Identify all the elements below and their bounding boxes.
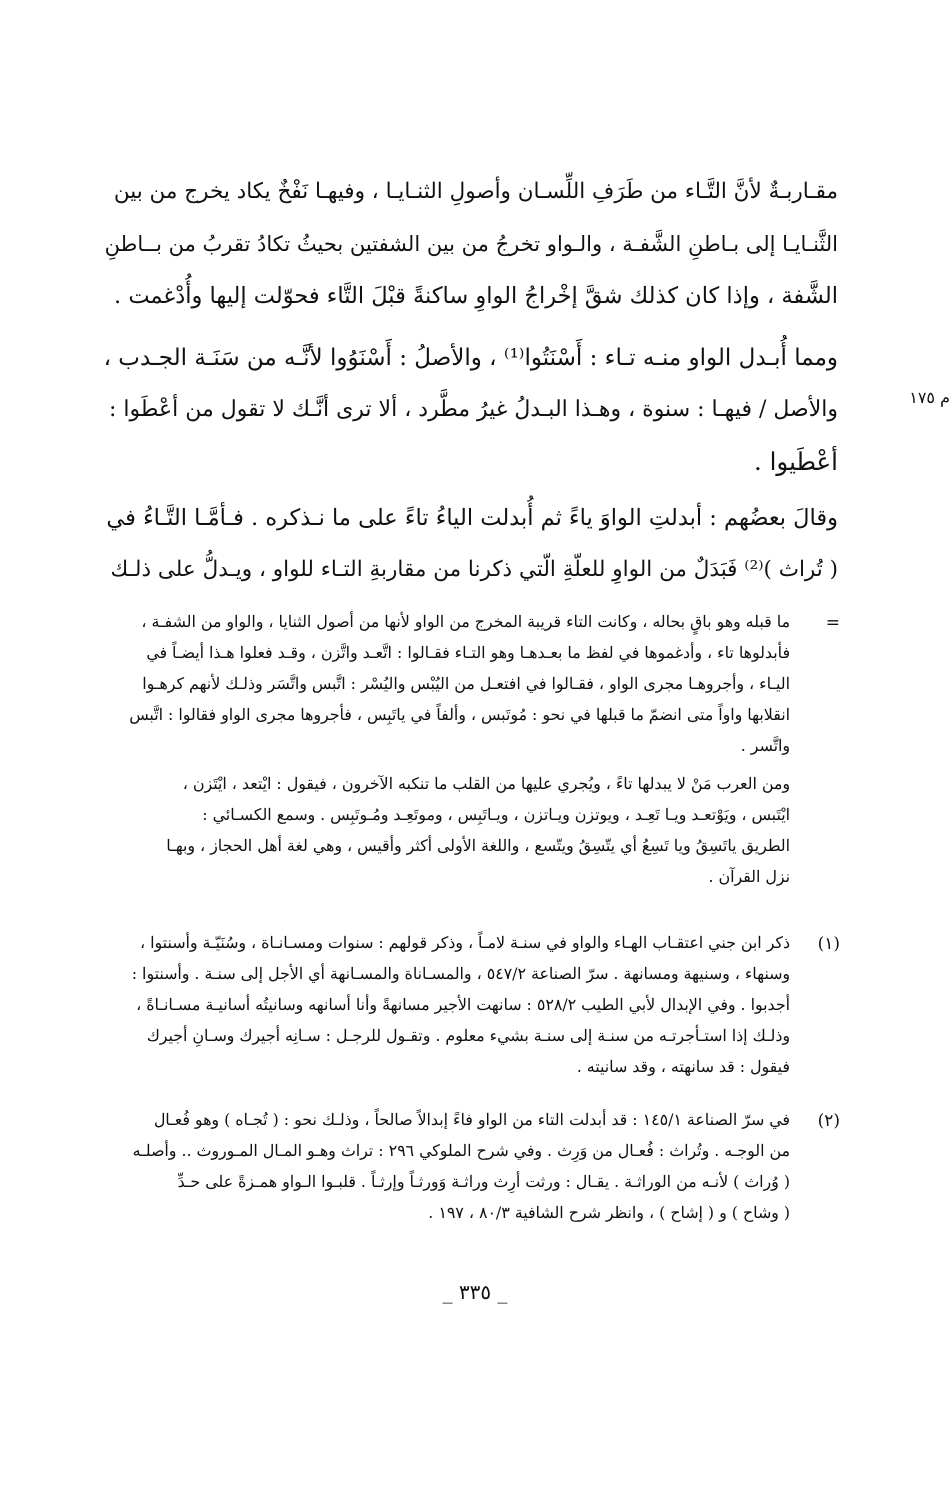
footnote-line: ذكر ابن جني اعتقـاب الهـاء والواو في سنـة لامـاً ، وذكر قولهم : سنوات ومسـانـاة ، وسُنَيّـة وأسنتوا ، (140, 933, 790, 952)
footnote-2-marker: (٢) (817, 1111, 840, 1131)
footnote-line: الطريق ياتَسِقُ ويا تَسِعُ أي يتّسِقُ ويتّسع ، واللغة الأولى أكثر وأقيس ، وهي لغة أهل الحجاز ، وبهـا (166, 836, 790, 855)
main-paragraph-1 (103, 166, 838, 322)
footnote-continuation-1 (103, 606, 790, 761)
text-line: والأصل / فيهـا : سنوة ، وهـذا البـدلُ غيرُ مطَّرد ، ألا ترى أنَّـك لا تقول من أعْطَوا : (109, 397, 838, 422)
main-paragraph-2 (103, 332, 838, 488)
text-line: وقالَ بعضُهم : أبدلتِ الواوَ ياءً ثم أُبدلت الياءُ تاءً على ما نـذكره . فـأمَّـا التَّـاءُ في (106, 505, 838, 531)
footnote-line: وسنهاء ، وسنيهة ومسانهة . سرّ الصناعة ٥٤٧/٢ ، والمسـاناة والمسـانهة أي الأجل إلى سنـة . وأسنتوا : (131, 964, 790, 983)
page-number: _ ٣٣٥ _ (442, 1280, 508, 1304)
footnote-line: فأبدلوها تاء ، وأدغموها في لفظ ما بعـدهـا وهو التـاء فقـالوا : اتَّعـد واتَّزن ، وقـد فعلوا هـذا أيضـاً في (146, 643, 790, 662)
footnote-line: من الوجـه . وتُراث : فُعـال من وَرِث . وفي شرح الملوكي ٢٩٦ : تراث وهـو المـال المـوروث .. وأصلـه (132, 1141, 790, 1160)
footnote-continuation-marker: = (825, 613, 840, 633)
text-line: الشَّفة ، وإذا كان كذلك شقَّ إخْراجُ الواوِ ساكنةً قبْلَ التَّاء فحوّلت إليها وأُدْغمت . (114, 283, 838, 309)
footnote-line: ( وُراث ) لأنـه من الوراثـة . يقـال : ورثت أرِث وراثـة وَورثـاً وإرثـاً . قلبـوا الـواو همـزةً على حـدِّ (177, 1172, 790, 1191)
footnote-line: ما قبله وهو باقٍ بحاله ، وكانت التاء قريبة المخرج من الواو لأنها من أصول الثنايا ، والواو من الشفـة ، (141, 612, 790, 631)
margin-page-reference: م ١٧٥ (909, 388, 950, 407)
text-line: الثَّنـايـا إلى بـاطنِ الشَّفـة ، والـواو تخرجُ من بين الشفتين بحيثُ تكادُ تقربُ من بــاطنِ (104, 232, 838, 256)
footnote-line: واتَّسر . (740, 736, 790, 755)
footnote-line: انقلابها واواً متى انضمّ ما قبلها في نحو : مُوتَبس ، وألفاً في ياتَبِس ، فأجروها مجرى الواو فقالوا : اتَّبس (129, 705, 790, 724)
footnote-line: ومن العرب مَنْ لا يبدلها تاءً ، ويُجري عليها من القلب ما تنكبه الآخرون ، فيقول : ايْتعد ، ايْتَزن ، (182, 774, 790, 793)
main-paragraph-3 (103, 492, 838, 596)
footnote-line: في سرّ الصناعة ١٤٥/١ : قد أبدلت التاء من الواو فاءً إبدالاً صالحاً ، وذلـك نحو : ( تُجـاه ) وهو فُعـال (153, 1110, 790, 1129)
footnote-2 (103, 1104, 790, 1228)
footnote-line: أجدبوا . وفي الإبدال لأبي الطيب ٥٢٨/٢ : سانهت الأجير مسانهةً وأنا أسانهه وسانيتُه أسانيـة مسـانـاةً ، (136, 995, 790, 1014)
text-line: ( تُراث )⁽²⁾ فَبَدَلٌ من الواوِ للعلّةِ الّتي ذكرنا من مقاربةِ التـاء للواو ، ويـدلُّ على ذلـك (110, 557, 838, 582)
text-line: ومما أُبـدل الواو منـه تـاء : أَسْنَتُوا⁽¹⁾ ، والأصلُ : أَسْنَوُوا لأنَّـه من سَنَـة الجـدب ، (103, 345, 838, 371)
footnote-continuation-2 (103, 768, 790, 892)
text-line: مقـاربـةٌ لأنَّ التَّـاء من طَرَفِ اللِّسـان وأصولِ الثنـايـا ، وفيهـا نَفْخٌ يكاد يخرج من بين (113, 179, 838, 204)
footnote-1-marker: (١) (817, 934, 840, 954)
footnote-line: فيقول : قد سانهته ، وقد سانيته . (576, 1057, 790, 1076)
footnote-line: نزل القرآن . (708, 867, 790, 886)
footnote-line: وذلـك إذا استـأجرتـه من سنـة إلى سنـة بشيء معلوم . وتقـول للرجـل : سـانِه أجيرك وسـانِ أجيرك (146, 1026, 790, 1045)
text-line: أعْطَيوا . (754, 447, 838, 476)
footnote-line: ( وشاح ) و ( إشاح ) ، وانظر شرح الشافية ٨٠/٣ ، ١٩٧ . (428, 1203, 790, 1222)
footnote-1 (103, 927, 790, 1082)
footnote-line: اليـاء ، وأجروهـا مجرى الواو ، فقـالوا في افتعـل من اليُبْس واليُسْر : اتَّبس واتَّسَر وذلـك لأنهم كرهـوا (142, 674, 790, 693)
footnote-line: ايْتَبس ، ويَوْتعـد ويـا تَعِـد ، ويوتزن ويـاتزن ، ويـاتَبِس ، وموتَعِـد ومُـوتَبِس . وسمع الكسـائي : (202, 805, 790, 824)
